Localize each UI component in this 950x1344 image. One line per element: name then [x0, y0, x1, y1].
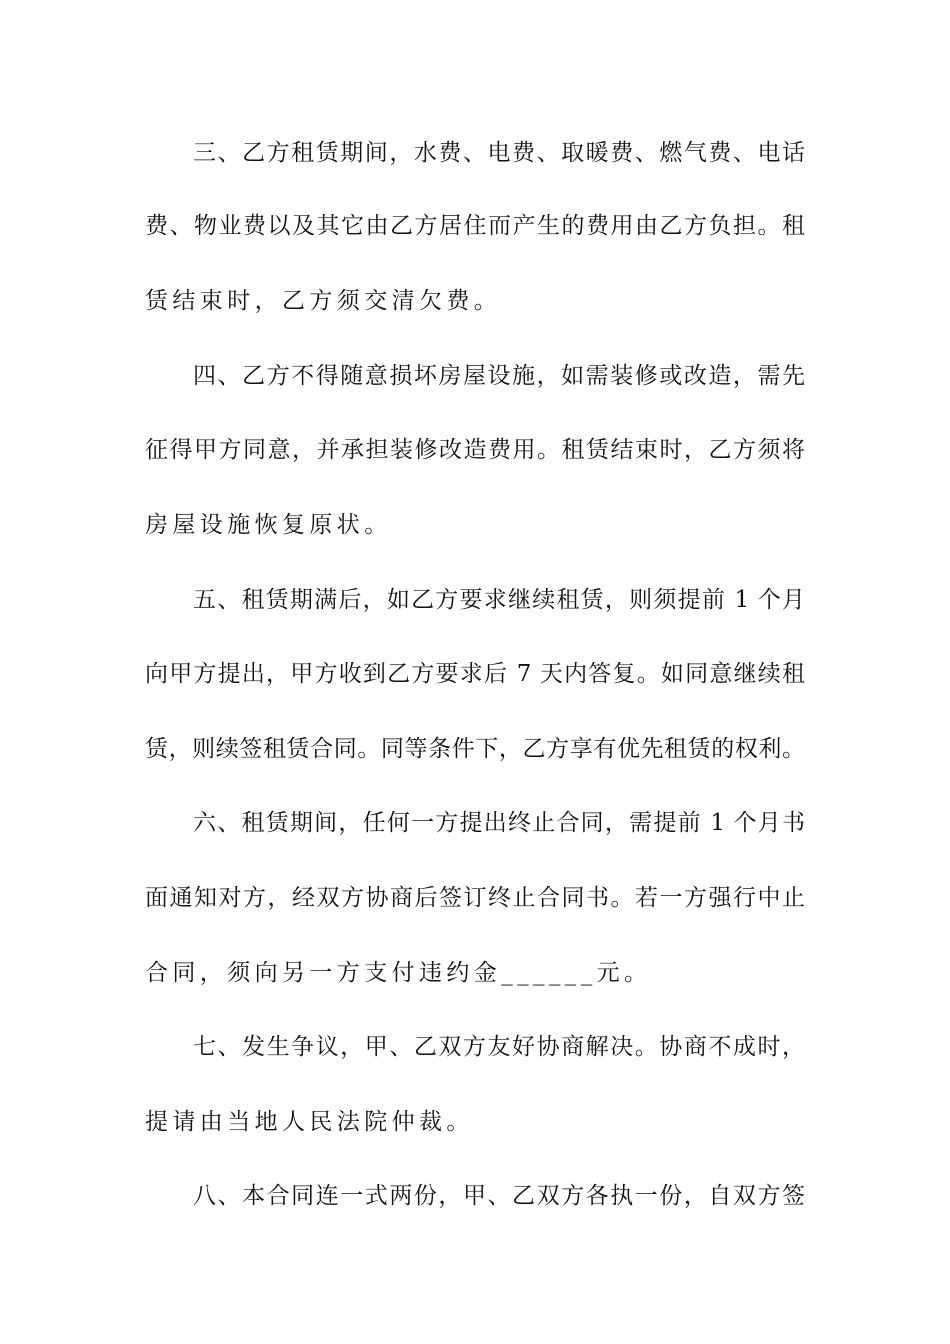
clause-6-line-3: 合同，须向另一方支付违约金______元。	[145, 960, 652, 986]
clause-6-line-2: 面通知对方，经双方协商后签订终止合同书。若一方强行中止	[145, 885, 805, 911]
clause-3-line-1: 三、乙方租赁期间，水费、电费、取暖费、燃气费、电话	[193, 140, 805, 166]
clause-6-line-1: 六、租赁期间，任何一方提出终止合同，需提前 1 个月书	[193, 810, 805, 836]
clause-8-line-1: 八、本合同连一式两份，甲、乙双方各执一份，自双方签	[193, 1183, 805, 1209]
clause-5-line-2: 向甲方提出，甲方收到乙方要求后 7 天内答复。如同意继续租	[145, 661, 805, 687]
clause-4-line-2: 征得甲方同意，并承担装修改造费用。租赁结束时，乙方须将	[145, 437, 805, 463]
clause-7-line-1: 七、发生争议，甲、乙双方友好协商解决。协商不成时，	[193, 1034, 805, 1060]
clause-4-line-1: 四、乙方不得随意损坏房屋设施，如需装修或改造，需先	[193, 363, 805, 389]
clause-3-line-3: 赁结束时，乙方须交清欠费。	[145, 288, 502, 314]
clause-3-line-2: 费、物业费以及其它由乙方居住而产生的费用由乙方负担。租	[145, 213, 805, 239]
clause-5-line-1: 五、租赁期满后，如乙方要求继续租赁，则须提前 1 个月	[193, 587, 805, 613]
clause-4-line-3: 房屋设施恢复原状。	[145, 512, 392, 538]
clause-7-line-2: 提请由当地人民法院仲裁。	[145, 1109, 474, 1135]
clause-5-line-3: 赁，则续签租赁合同。同等条件下，乙方享有优先租赁的权利。	[145, 736, 805, 762]
